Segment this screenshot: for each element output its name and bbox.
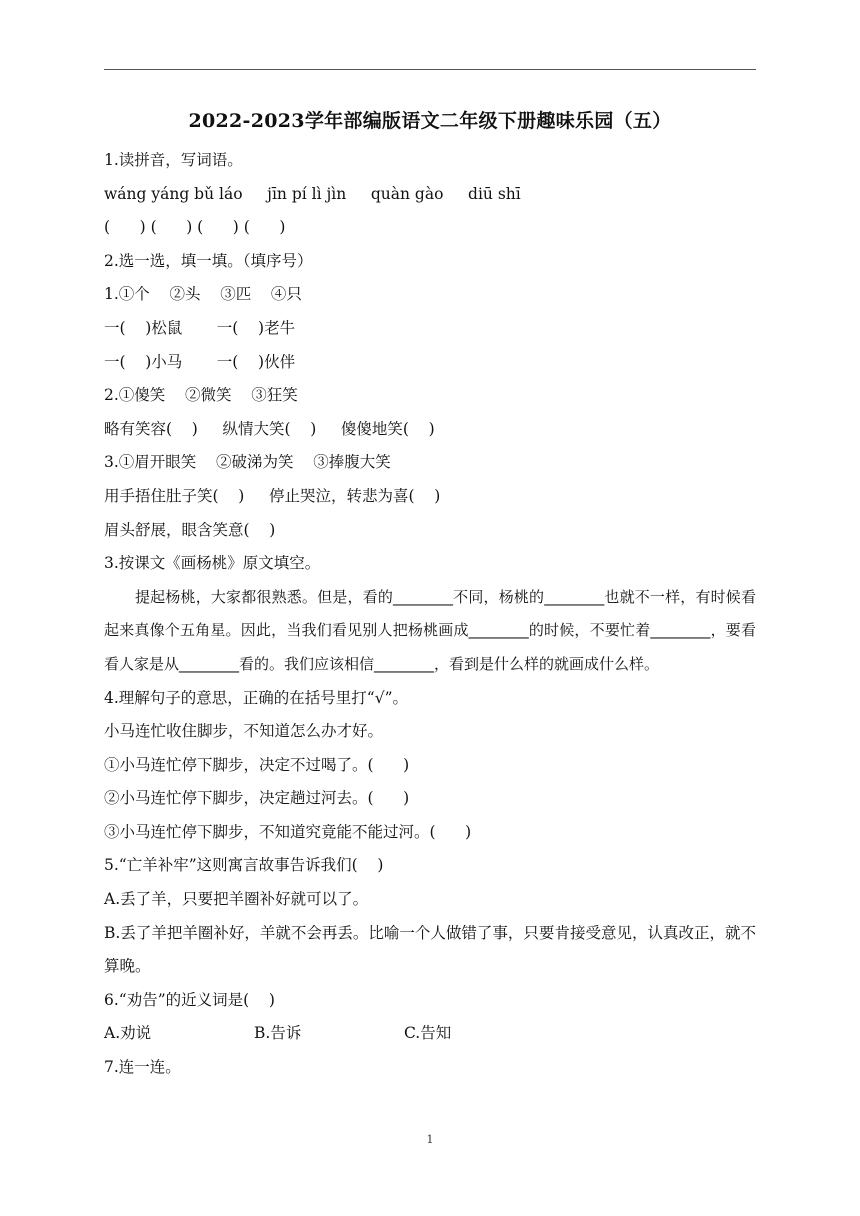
- q6-option-a: A.劝说: [104, 1024, 152, 1043]
- q6-heading[interactable]: 6.“劝告”的近义词是( ): [104, 990, 275, 1009]
- q4-option-1[interactable]: ①小马连忙停下脚步，决定不过喝了。( ): [104, 755, 410, 774]
- q5-option-b: B.丢了羊把羊圈补好，羊就不会再丢。比喻一个人做错了事，只要肯接受意见，认真改正，就不算晚。: [104, 923, 756, 976]
- page-number: 1: [426, 1133, 434, 1146]
- q6-options: [104, 1017, 756, 1051]
- q5-heading[interactable]: 5.“亡羊补牢”这则寓言故事告诉我们( ): [104, 856, 384, 875]
- q2-sub3-options: 3.①眉开眼笑 ②破涕为笑 ③捧腹大笑: [104, 453, 391, 472]
- q2-sub3-row1[interactable]: 用手捂住肚子笑( ) 停止哭泣，转悲为喜( ): [104, 486, 441, 505]
- q2-sub1-options: 1.①个 ②头 ③匹 ④只: [104, 285, 302, 304]
- q1-pinyin: wáng yáng bǔ láo jīn pí lì jìn quàn gào diū shī: [104, 184, 521, 203]
- page-title: 2022-2023学年部编版语文二年级下册趣味乐园（五）: [188, 110, 672, 132]
- q2-sub2-row1[interactable]: 略有笑容( ) 纵情大笑( ) 傻傻地笑( ): [104, 419, 435, 438]
- q6-option-b: B.告诉: [254, 1024, 302, 1043]
- q1-heading: 1.读拼音，写词语。: [104, 151, 243, 169]
- q2-sub3-row2[interactable]: 眉头舒展，眼含笑意( ): [104, 520, 276, 539]
- q4-sentence: 小马连忙收住脚步，不知道怎么办才好。: [104, 722, 384, 741]
- q4-option-3[interactable]: ③小马连忙停下脚步，不知道究竟能不能过河。( ): [104, 822, 472, 841]
- q2-sub2-options: 2.①傻笑 ②微笑 ③狂笑: [104, 386, 298, 405]
- q4-option-2[interactable]: ②小马连忙停下脚步，决定趟过河去。( ): [104, 789, 410, 808]
- q3-heading: 3.按课文《画杨桃》原文填空。: [104, 554, 321, 573]
- q2-sub1-row2[interactable]: 一( )小马 一( )伙伴: [104, 352, 296, 371]
- q7-heading: 7.连一连。: [104, 1058, 181, 1077]
- q2-heading: 2.选一选，填一填。（填序号）: [104, 251, 313, 270]
- worksheet-content: [104, 144, 756, 1085]
- q6-option-c: C.告知: [404, 1024, 452, 1043]
- q3-passage[interactable]: 提起杨桃，大家都很熟悉。但是，看的________不同，杨桃的________也就不一样，有时候看起来真像个五角星。因此，当我们看见别人把杨桃画成________的时候，不要忙着________，要看看人家是从________看的。我们应该相信________，看到是什么样的就画成什么样。: [104, 587, 756, 673]
- q4-heading: 4.理解句子的意思，正确的在括号里打“√”。: [104, 688, 409, 707]
- q2-sub1-row1[interactable]: 一( )松鼠 一( )老牛: [104, 318, 296, 337]
- header-rule: [104, 69, 756, 70]
- q1-answer-brackets[interactable]: ( ) ( ) ( ) ( ): [104, 218, 286, 237]
- q5-option-a: A.丢了羊，只要把羊圈补好就可以了。: [104, 890, 369, 909]
